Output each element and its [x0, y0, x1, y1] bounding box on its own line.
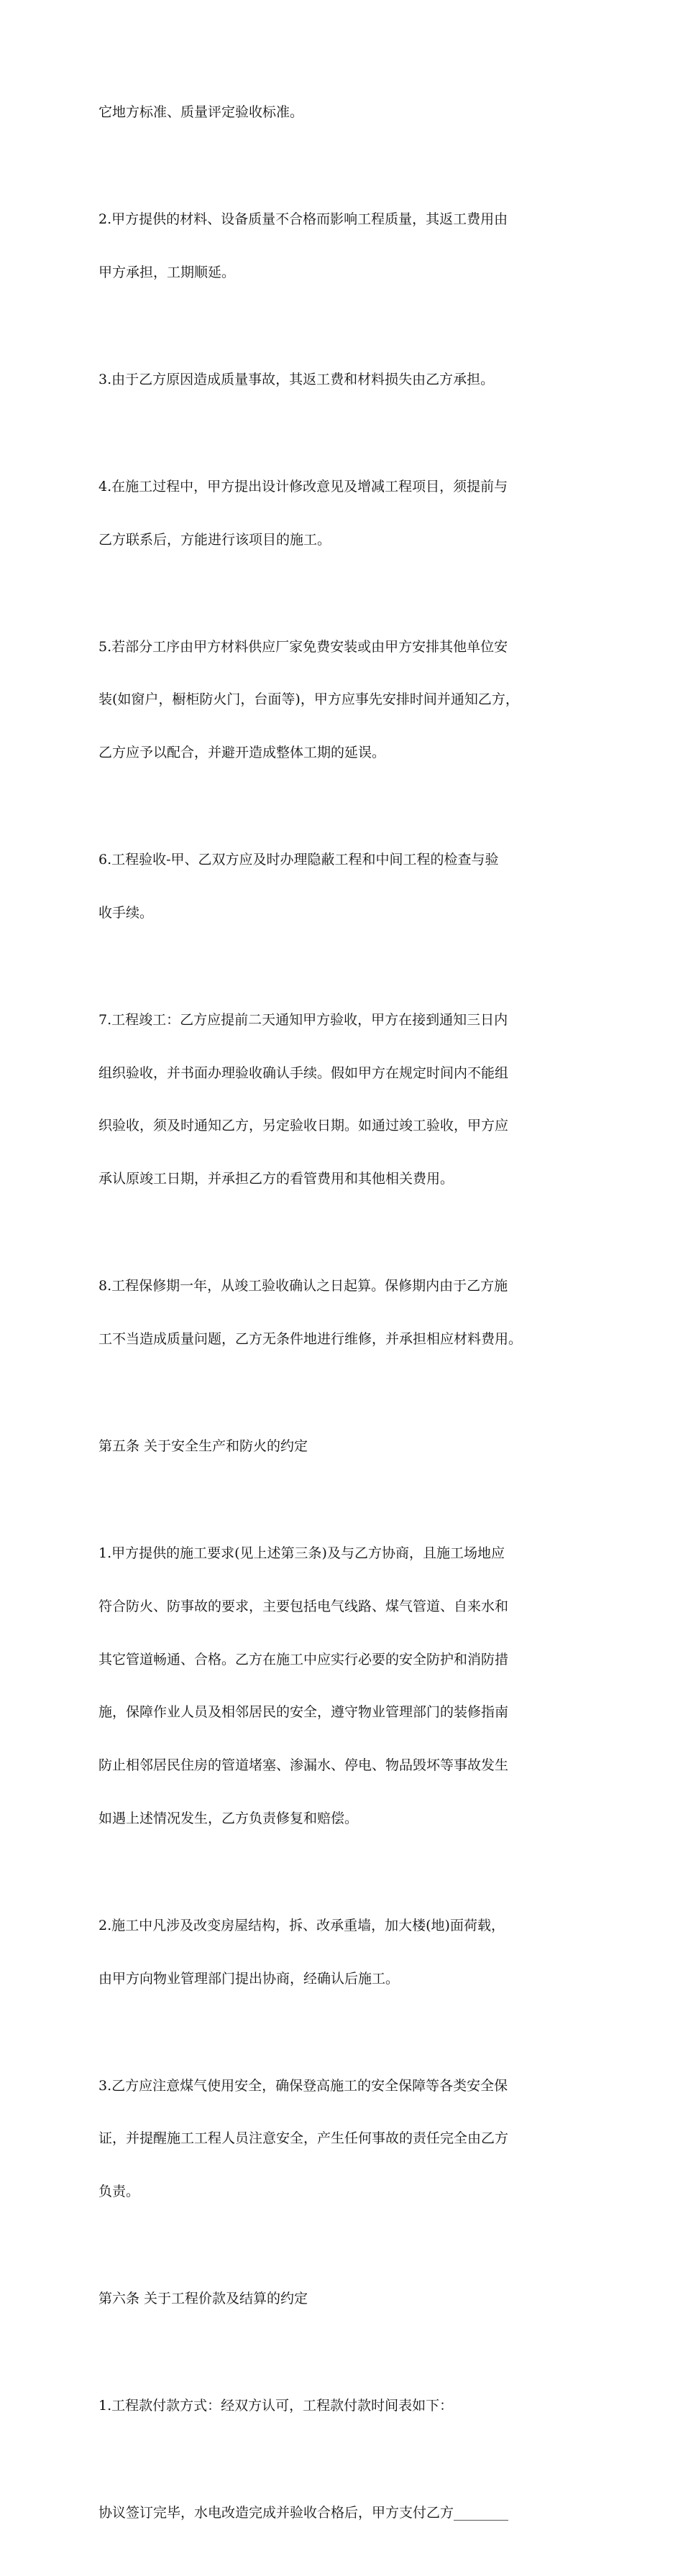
paragraph — [98, 443, 595, 584]
paragraph — [98, 816, 595, 957]
text-line: 6.工程验收-甲、乙双方应及时办理隐蔽工程和中间工程的检查与验 — [98, 852, 499, 868]
text-line: 2.甲方提供的材料、设备质量不合格而影响工程质量，其返工费用由 — [98, 211, 508, 228]
text-line: 负责。 — [98, 2184, 140, 2200]
paragraph — [98, 68, 595, 157]
text-line: 第六条 关于工程价款及结算的约定 — [98, 2291, 308, 2307]
paragraph — [98, 1242, 595, 1384]
paragraph — [98, 175, 595, 317]
text-line: 7.工程竣工：乙方应提前二天通知甲方验收，甲方在接到通知三日内 — [98, 1011, 508, 1028]
text-line: 由甲方向物业管理部门提出协商，经确认后施工。 — [98, 1970, 400, 1987]
text-line: 符合防火、防事故的要求，主要包括电气线路、煤气管道、自来水和 — [98, 1598, 509, 1614]
text-line: 第五条 关于安全生产和防火的约定 — [98, 1438, 308, 1454]
text-line: 组织验收，并书面办理验收确认手续。假如甲方在规定时间内不能组 — [98, 1064, 509, 1081]
text-line: 1.工程款付款方式：经双方认可，工程款付款时间表如下： — [98, 2398, 454, 2414]
text-line: 1.甲方提供的施工要求(见上述第三条)及与乙方协商，且施工场地应 — [98, 1545, 505, 1561]
paragraph — [98, 2362, 595, 2450]
text-line: 2.施工中凡涉及改变房屋结构，拆、改承重墙，加大楼(地)面荷载， — [98, 1917, 505, 1933]
text-line: 3.由于乙方原因造成质量事故，其返工费和材料损失由乙方承担。 — [98, 371, 495, 387]
text-line: 它地方标准、质量评定验收标准。 — [98, 104, 304, 121]
text-line: 收手续。 — [98, 904, 154, 921]
text-line: 承认原竣工日期，并承担乙方的看管费用和其他相关费用。 — [98, 1171, 454, 1187]
text-line: 乙方联系后，方能进行该项目的施工。 — [98, 531, 331, 548]
text-line: 防止相邻居民住房的管道堵塞、渗漏水、停电、物品毁坏等事故发生 — [98, 1757, 509, 1774]
text-line: 装(如窗户，橱柜防火门，台面等)，甲方应事先安排时间并通知乙方， — [98, 691, 519, 708]
paragraph — [98, 2041, 595, 2236]
text-line: 4.在施工过程中，甲方提出设计修改意见及增减工程项目，须提前与 — [98, 478, 508, 494]
paragraph — [98, 1882, 595, 2023]
section-heading — [98, 2255, 595, 2343]
text-line: 如遇上述情况发生，乙方负责修复和赔偿。 — [98, 1810, 359, 1826]
text-line: 3.乙方应注意煤气使用安全，确保登高施工的安全保障等各类安全保 — [98, 2077, 508, 2094]
text-line: 织验收，须及时通知乙方，另定验收日期。如通过竣工验收，甲方应 — [98, 1118, 509, 1134]
paragraph — [98, 2469, 595, 2557]
text-line: 协议签订完毕，水电改造完成并验收合格后，甲方支付乙方________ — [98, 2505, 509, 2521]
document-page — [98, 68, 595, 2576]
paragraph — [98, 602, 595, 797]
section-heading — [98, 1402, 595, 1491]
text-line: 5.若部分工序由甲方材料供应厂家免费安装或由甲方安排其他单位安 — [98, 638, 508, 655]
paragraph — [98, 1509, 595, 1863]
paragraph — [98, 976, 595, 1223]
text-line: 证，并提醒施工工程人员注意安全，产生任何事故的责任完全由乙方 — [98, 2130, 509, 2147]
paragraph — [98, 336, 595, 424]
text-line: 8.工程保修期一年，从竣工验收确认之日起算。保修期内由于乙方施 — [98, 1278, 508, 1294]
text-line: 乙方应予以配合，并避开造成整体工期的延误。 — [98, 745, 386, 761]
text-line: 工不当造成质量问题，乙方无条件地进行维修，并承担相应材料费用。 — [98, 1331, 523, 1347]
text-line: 甲方承担，工期顺延。 — [98, 264, 236, 280]
text-line: 其它管道畅通、合格。乙方在施工中应实行必要的安全防护和消防措 — [98, 1651, 509, 1668]
text-line: 施，保障作业人员及相邻居民的安全，遵守物业管理部门的装修指南 — [98, 1704, 509, 1721]
